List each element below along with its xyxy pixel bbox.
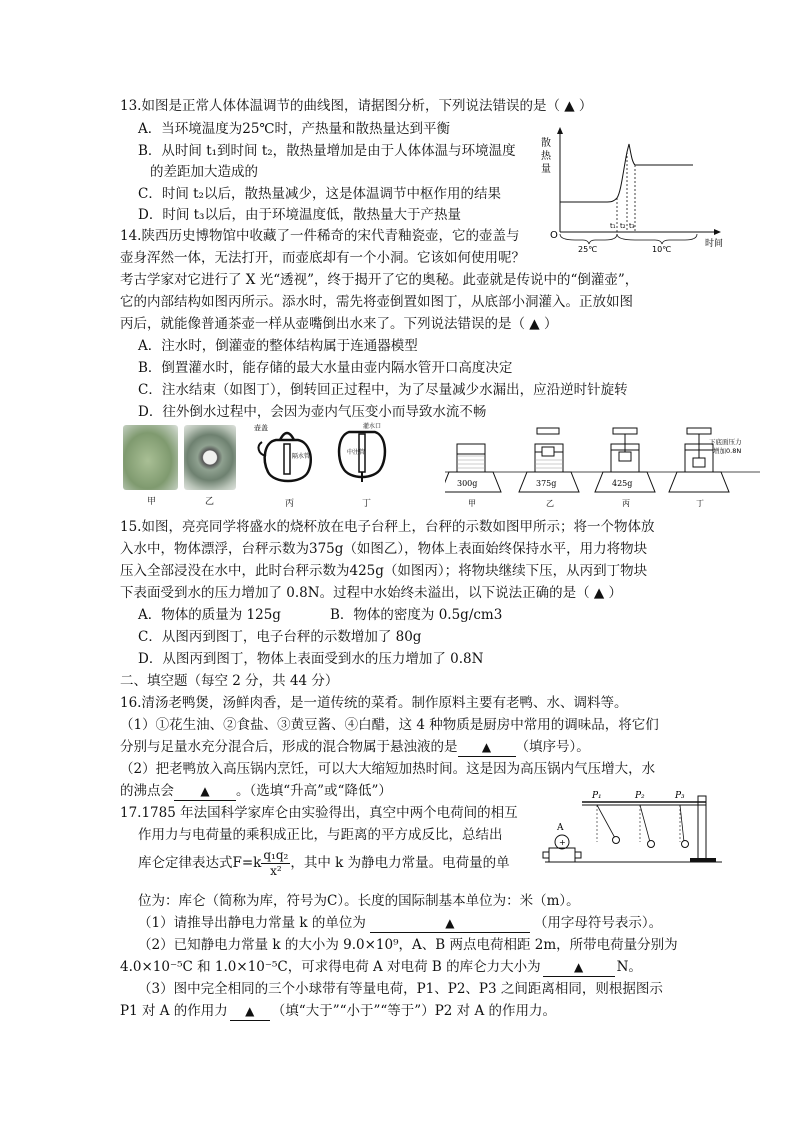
q17-formula-fraction [261,848,290,879]
q17-line3-tail: ，其中 k 为静电力常量。电荷量的单 [290,855,510,871]
q13-chart-t2: t₂ [620,222,626,230]
q17-part2-line2 [120,958,642,977]
q17-part1-tail: （用字母符号表示）。 [533,915,663,931]
q15-ding-note1: 下底面压力 [709,438,742,446]
q15-fig-label-jia: 甲 [468,499,476,508]
q17-blank-1[interactable] [370,914,530,933]
q17-part3: （3）图中完全相同的三个小球带有等量电荷，P1、P2、P3 之间距离相同，则根据图示 [138,981,663,997]
q17-part3-line2 [120,1002,556,1021]
q14-fig-label-bing: 丙 [285,499,295,509]
q15-line3: 压入全部浸没在水中，此时台秤示数为425g（如图丙）；将物块继续下压，从丙到丁物块 [120,563,648,579]
q14-option-c: C．注水结束（如图丁），倒转回正过程中，为了尽量减少水漏出，应沿逆时针旋转 [138,382,628,398]
q14-teapot-bottom-photo-yi [184,425,236,490]
q14-label-hole: 灌水口 [363,423,382,430]
q14-line2: 壶身浑然一体，无法打开，而壶底却有一个小洞。它该如何使用呢？ [120,250,525,266]
q17-charge-apparatus-figure [540,782,730,867]
q15-fig-label-yi: 乙 [546,499,554,508]
q15-fig-label-bing: 丙 [622,499,630,508]
q14-fig-label-jia: 甲 [147,497,157,507]
svg-text:+: + [559,838,566,847]
q17-part2: （2）已知静电力常量 k 的大小为 9.0×10⁹，A、B 两点电荷相距 2m，所带电荷量分别为 [138,937,678,953]
q16-blank-1-mark: ▲ [481,740,492,754]
q13-chart-origin: O [550,230,558,241]
q14-option-a: A．注水时，倒灌壶的整体结构属于连通器模型 [138,338,418,354]
q13-option-a: A．当环境温度为25℃时，产热量和散热量达到平衡 [138,121,451,137]
q13-chart-range-25: 25℃ [578,245,598,252]
q14-structure-diagram-ding [333,420,393,495]
q17-part2-text: 4.0×10⁻⁵C 和 1.0×10⁻⁵C，可求得电荷 A 对电荷 B 的库仑力大小为 [120,959,541,975]
q15-fig-label-ding: 丁 [696,499,704,508]
q14-label-center: 中注管 [347,449,366,456]
q13-chart-ylabel-1: 散 [541,138,551,149]
q17-line4: 位为：库仑（简称为库，符号为C）。长度的国际制基本单位为：米（m）。 [138,893,580,909]
q14-line5: 丙后，就能像普通茶壶一样从壶嘴倒出水来了。下列说法错误的是（ ▲ ） [120,316,558,332]
q13-chart-ylabel-2: 热 [541,151,551,162]
q13-chart-range-10: 10℃ [652,245,672,252]
q16-line3-tail: （填序号）。 [515,739,590,755]
q13-chart-t3: t₃ [629,222,635,230]
q15-reading-yi: 375g [536,479,557,488]
q17-fig-label-p2: P₂ [635,791,645,801]
q15-option-c: C．从图丙到图丁，电子台秤的示数增加了 80g [138,629,422,645]
q17-fig-label-a: A [557,823,564,833]
q16-blank-2[interactable] [174,782,236,801]
q14-fig-label-ding: 丁 [362,499,372,509]
q17-line3-text: 库仑定律表达式 [138,855,233,871]
q16-line3 [120,738,590,757]
q15-option-a: A．物体的质量为 125g [138,607,281,623]
q14-line1: 14.陕西历史博物馆中收藏了一件稀奇的宋代青釉瓷壶，它的壶盖与 [120,228,520,244]
q15-line1: 15.如图，亮亮同学将盛水的烧杯放在电子台秤上，台秤的示数如图甲所示；将一个物体放 [120,519,655,535]
q17-blank-1-mark: ▲ [445,916,455,930]
q15-scale-figures [445,420,760,508]
q17-line3 [138,848,510,879]
q13-stem: 13.如图是正常人体体温调节的曲线图，请据图分析，下列说法错误的是（ ▲ ） [120,98,593,114]
q13-option-c: C．时间 t₂以后，散热量减少，这是体温调节中枢作用的结果 [138,186,501,202]
q16-blank-2-mark: ▲ [200,784,210,798]
q13-chart-ylabel-3: 量 [541,164,551,175]
q17-formula-left: F=k [232,855,262,871]
q13-chart-t1: t₁ [610,222,616,230]
q17-part3-text: P1 对 A 的作用力 [120,1003,228,1019]
q17-blank-2[interactable] [543,958,615,977]
q13-heat-curve-chart [535,122,730,252]
q17-formula-denominator: x² [270,864,282,878]
q16-blank-1[interactable] [458,738,516,757]
q17-part3-tail: （填“大于”“小于”“等于”）P2 对 A 的作用力。 [271,1003,557,1019]
q14-option-d: D．往外倒水过程中，会因为壶内气压变小而导致水流不畅 [138,404,487,420]
section-2-heading: 二、填空题（每空 2 分，共 44 分） [120,673,339,689]
q15-reading-bing: 425g [612,479,633,488]
q17-fig-label-p3: P₃ [675,791,685,801]
q14-line3: 考古学家对它进行了 X 光“透视”，终于揭开了它的奥秘。此壶就是传说中的“倒灌壶”， [120,272,639,288]
q15-option-b: B．物体的密度为 0.5g/cm3 [330,607,503,623]
q13-option-b-line2: 的差距加大造成的 [150,164,258,180]
q14-line4: 它的内部结构如图丙所示。添水时，需先将壶倒置如图丁，从底部小洞灌入。正放如图 [120,294,633,310]
q17-fig-label-p1: P₁ [592,791,602,801]
q14-fig-label-yi: 乙 [205,497,215,507]
q16-line5-tail: 。（选填“升高”或“降低”） [236,783,392,799]
q15-ding-note2: 增加0.8N [713,447,742,455]
q15-option-d: D．从图丙到图丁，物体上表面受到水的压力增加了 0.8N [138,651,484,667]
q14-structure-diagram-bing [254,420,324,495]
q16-line4: （2）把老鸭放入高压锅内烹饪，可以大大缩短加热时间。这是因为高压锅内气压增大，水 [120,761,656,777]
q15-reading-jia: 300g [457,479,478,488]
q17-blank-3-mark: ▲ [245,1004,255,1018]
q14-option-b: B．倒置灌水时，能存储的最大水量由壶内隔水管开口高度决定 [138,360,513,376]
q14-label-pipe: 隔水管 [292,453,311,460]
q15-line2: 入水中，物体漂浮，台秤示数为375g（如图乙），物体上表面始终保持水平，用力将物块 [120,541,648,557]
q14-label-lid: 壶盖 [254,424,268,432]
q16-line2: （1）①花生油、②食盐、③黄豆酱、④白醋，这 4 种物质是厨房中常用的调味品，将它们 [120,717,659,733]
q14-teapot-photo-jia [123,425,178,490]
q17-line1: 17.1785 年法国科学家库仑由实验得出，真空中两个电荷间的相互 [120,805,518,821]
q13-option-b-line1: B．从时间 t₁到时间 t₂，散热量增加是由于人体体温与环境温度 [138,143,516,159]
q16-line3-text: 分别与足量水充分混合后，形成的混合物属于悬浊液的是 [120,739,458,755]
q13-chart-xlabel: 时间 [705,239,724,249]
q17-blank-3[interactable] [230,1002,270,1021]
q17-blank-2-mark: ▲ [573,960,584,974]
q16-line5-text: 的沸点会 [120,783,174,799]
q13-option-d: D．时间 t₃以后，由于环境温度低，散热量大于产热量 [138,207,461,223]
q17-part2-tail: N。 [616,959,642,975]
q17-formula-numerator: q₁q₂ [263,848,289,862]
q16-line5 [120,782,392,801]
q15-line4: 下表面受到水的压力增加了 0.8N。过程中水始终未溢出，以下说法正确的是（ ▲ ） [120,585,623,601]
q16-line1: 16.清汤老鸭煲，汤鲜肉香，是一道传统的菜肴。制作原料主要有老鸭、水、调料等。 [120,695,628,711]
q17-line2: 作用力与电荷量的乘积成正比，与距离的平方成反比，总结出 [138,827,503,843]
q17-part1 [138,914,662,933]
q17-part1-text: （1）请推导出静电力常量 k 的单位为 [138,915,366,931]
